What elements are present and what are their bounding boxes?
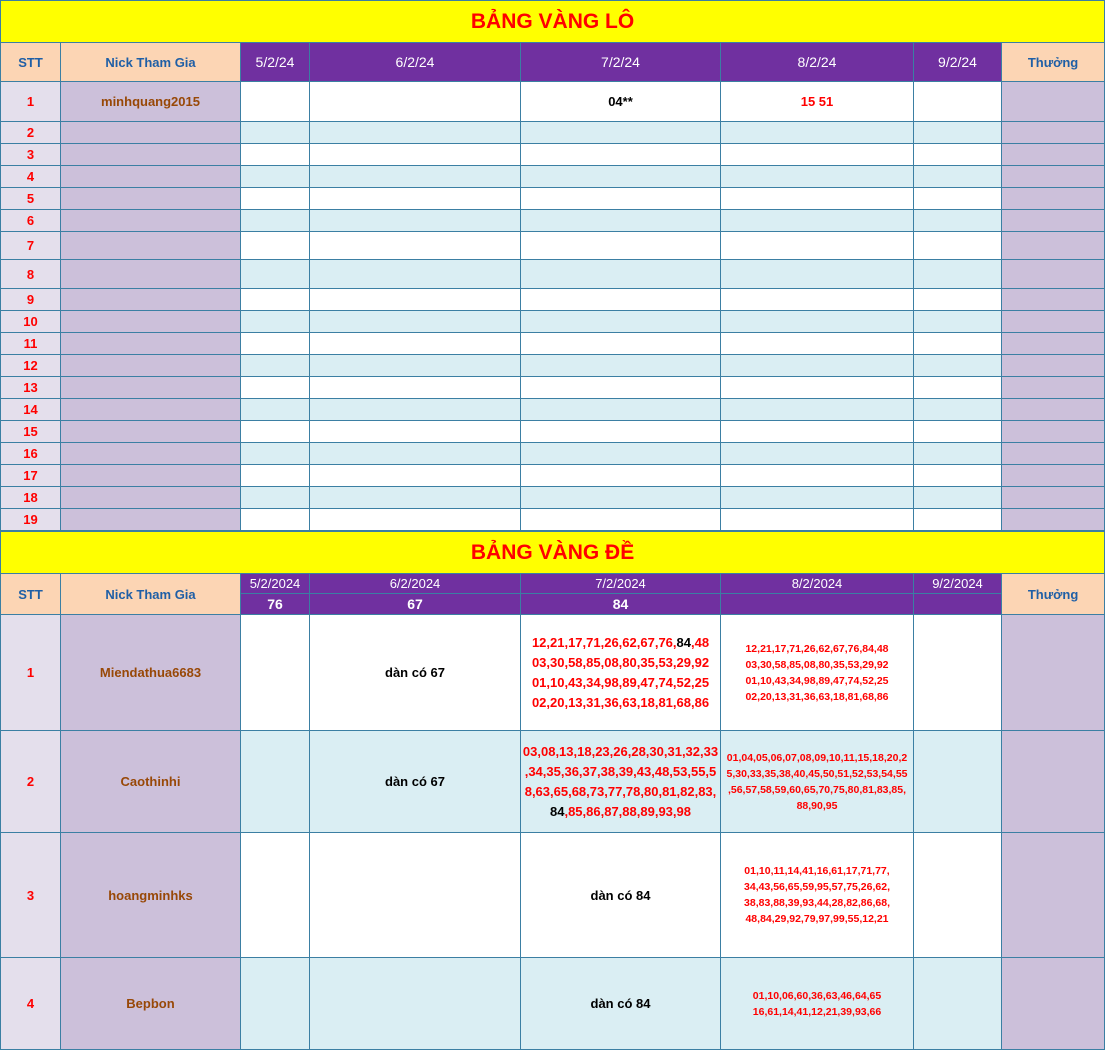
number-line: ,34,35,36,37,38,39,43,48,53,55,5 [524, 763, 717, 779]
pick-cell[interactable] [914, 487, 1002, 509]
pick-cell[interactable] [721, 144, 914, 166]
nick-cell[interactable] [61, 399, 241, 421]
number-line: 02,20,13,31,36,63,18,81,68,86 [531, 694, 710, 710]
prize-cell[interactable] [1002, 615, 1105, 731]
pick-cell[interactable] [914, 188, 1002, 210]
lo-header-date: 9/2/24 [914, 43, 1002, 82]
pick-cell[interactable] [241, 333, 310, 355]
row-number: 2 [1, 731, 61, 833]
prize-cell[interactable] [1002, 144, 1105, 166]
pick-cell[interactable] [521, 443, 721, 465]
nick-cell[interactable] [61, 232, 241, 260]
pick-cell[interactable] [914, 421, 1002, 443]
pick-cell[interactable] [721, 333, 914, 355]
nick-cell[interactable] [61, 487, 241, 509]
pick-cell[interactable] [310, 443, 521, 465]
table-row [1, 232, 1105, 260]
de-table [0, 531, 1105, 1050]
number-line: 16,61,14,41,12,21,39,93,66 [752, 1005, 882, 1018]
pick-cell[interactable] [521, 509, 721, 531]
pick-cell[interactable]: dàn có 67 [310, 615, 521, 731]
pick-cell[interactable] [241, 289, 310, 311]
pick-cell[interactable] [914, 289, 1002, 311]
table-row [1, 509, 1105, 531]
pick-cell[interactable] [521, 399, 721, 421]
pick-cell[interactable] [310, 188, 521, 210]
number-line: 48,84,29,92,79,97,99,55,12,21 [745, 913, 889, 925]
pick-cell[interactable] [310, 465, 521, 487]
prize-cell[interactable] [1002, 731, 1105, 833]
table-row [1, 188, 1105, 210]
pick-cell[interactable] [521, 355, 721, 377]
lo-header-nick: Nick Tham Gia [61, 43, 241, 82]
pick-cell[interactable] [310, 289, 521, 311]
pick-cell[interactable] [310, 232, 521, 260]
pick-cell[interactable] [310, 166, 521, 188]
lo-header-stt: STT [1, 43, 61, 82]
table-row [1, 82, 1105, 122]
number-line: 01,10,43,34,98,89,47,74,52,25 [531, 674, 710, 690]
nick-cell[interactable] [61, 210, 241, 232]
pick-cell[interactable] [914, 355, 1002, 377]
de-header-date: 6/2/2024 [310, 574, 521, 594]
table-row [1, 465, 1105, 487]
number-list-cell[interactable] [721, 833, 914, 958]
pick-cell[interactable] [310, 82, 521, 122]
table-row [1, 377, 1105, 399]
pick-cell[interactable] [310, 377, 521, 399]
nick-cell[interactable] [61, 421, 241, 443]
pick-cell[interactable] [914, 232, 1002, 260]
pick-cell[interactable] [310, 958, 521, 1050]
pick-cell[interactable] [241, 355, 310, 377]
pick-cell[interactable] [241, 833, 310, 958]
pick-cell[interactable] [914, 509, 1002, 531]
pick-cell[interactable] [721, 443, 914, 465]
pick-cell[interactable] [241, 232, 310, 260]
prize-cell[interactable] [1002, 311, 1105, 333]
number-line: 12,21,17,71,26,62,67,76,84,48 [531, 634, 710, 650]
pick-cell[interactable] [241, 958, 310, 1050]
table-row [1, 443, 1105, 465]
pick-cell[interactable] [241, 260, 310, 289]
pick-cell[interactable] [721, 210, 914, 232]
lo-header-prize: Thưởng [1002, 43, 1105, 82]
pick-cell[interactable] [914, 615, 1002, 731]
pick-cell[interactable]: dàn có 84 [521, 958, 721, 1050]
nick-cell[interactable] [61, 443, 241, 465]
row-number: 6 [1, 210, 61, 232]
prize-cell[interactable] [1002, 82, 1105, 122]
prize-cell[interactable] [1002, 355, 1105, 377]
pick-cell[interactable] [721, 260, 914, 289]
pick-cell[interactable] [914, 465, 1002, 487]
row-number: 2 [1, 122, 61, 144]
pick-cell[interactable] [914, 311, 1002, 333]
table-row [1, 731, 1105, 833]
pick-cell[interactable] [914, 166, 1002, 188]
table-row [1, 487, 1105, 509]
pick-cell[interactable] [241, 188, 310, 210]
row-number: 3 [1, 833, 61, 958]
lo-header-date: 7/2/24 [521, 43, 721, 82]
table-row [1, 958, 1105, 1050]
number-line: 01,04,05,06,07,08,09,10,11,15,18,20,2 [726, 751, 908, 764]
result-cell: 67 [310, 594, 521, 615]
row-number: 16 [1, 443, 61, 465]
prize-cell[interactable] [1002, 122, 1105, 144]
number-line: ,56,57,58,59,60,65,70,75,80,81,83,85, [727, 783, 907, 796]
table-row [1, 289, 1105, 311]
pick-cell[interactable] [721, 166, 914, 188]
nick-cell[interactable] [61, 289, 241, 311]
prize-cell[interactable] [1002, 833, 1105, 958]
pick-cell[interactable] [721, 122, 914, 144]
pick-cell[interactable] [241, 311, 310, 333]
lo-header-date: 5/2/24 [241, 43, 310, 82]
pick-cell[interactable] [241, 509, 310, 531]
pick-cell[interactable] [521, 465, 721, 487]
pick-cell[interactable] [914, 399, 1002, 421]
number-list-cell[interactable] [521, 731, 721, 833]
result-cell: 76 [241, 594, 310, 615]
pick-cell[interactable]: dàn có 67 [310, 731, 521, 833]
pick-cell[interactable]: 04** [521, 82, 721, 122]
pick-cell[interactable] [914, 144, 1002, 166]
pick-cell[interactable] [241, 443, 310, 465]
nick-cell[interactable] [61, 311, 241, 333]
number-line: 84,85,86,87,88,89,93,98 [550, 803, 691, 819]
pick-cell[interactable] [721, 289, 914, 311]
pick-cell[interactable] [914, 958, 1002, 1050]
number-line: 03,08,13,18,23,26,28,30,31,32,33 [522, 743, 719, 759]
row-number: 13 [1, 377, 61, 399]
table-row [1, 355, 1105, 377]
nick-cell[interactable]: Caothinhi [61, 731, 241, 833]
number-list-cell[interactable] [721, 731, 914, 833]
table-row [1, 122, 1105, 144]
lo-title: BẢNG VÀNG LÔ [1, 1, 1105, 43]
prize-cell[interactable] [1002, 443, 1105, 465]
row-number: 5 [1, 188, 61, 210]
nick-cell[interactable]: minhquang2015 [61, 82, 241, 122]
number-line: 01,10,11,14,41,16,61,17,71,77, [744, 865, 890, 877]
prize-cell[interactable] [1002, 289, 1105, 311]
lo-header-date: 6/2/24 [310, 43, 521, 82]
pick-cell[interactable] [310, 509, 521, 531]
pick-cell[interactable] [721, 465, 914, 487]
table-row [1, 399, 1105, 421]
pick-cell[interactable] [241, 122, 310, 144]
pick-cell[interactable] [521, 166, 721, 188]
lo-header-date: 8/2/24 [721, 43, 914, 82]
row-number: 4 [1, 958, 61, 1050]
pick-cell[interactable] [241, 166, 310, 188]
pick-cell[interactable] [310, 355, 521, 377]
prize-cell[interactable] [1002, 421, 1105, 443]
pick-cell[interactable] [721, 355, 914, 377]
de-header-prize: Thưởng [1002, 574, 1105, 615]
pick-cell[interactable] [310, 122, 521, 144]
pick-cell[interactable] [310, 833, 521, 958]
pick-cell[interactable]: dàn có 84 [521, 833, 721, 958]
pick-cell[interactable] [721, 509, 914, 531]
prize-cell[interactable] [1002, 210, 1105, 232]
nick-cell[interactable]: Bepbon [61, 958, 241, 1050]
pick-cell[interactable] [521, 377, 721, 399]
prize-cell[interactable] [1002, 509, 1105, 531]
number-line: 03,30,58,85,08,80,35,53,29,92 [531, 654, 710, 670]
de-header-date: 9/2/2024 [914, 574, 1002, 594]
pick-cell[interactable] [310, 333, 521, 355]
table-row [1, 615, 1105, 731]
row-number: 1 [1, 82, 61, 122]
de-header-date: 7/2/2024 [521, 574, 721, 594]
pick-cell[interactable] [241, 615, 310, 731]
nick-cell[interactable] [61, 188, 241, 210]
pick-cell[interactable] [241, 144, 310, 166]
pick-cell[interactable] [521, 188, 721, 210]
pick-cell[interactable] [310, 260, 521, 289]
row-number: 15 [1, 421, 61, 443]
de-header-date: 5/2/2024 [241, 574, 310, 594]
table-row [1, 333, 1105, 355]
pick-cell[interactable] [241, 82, 310, 122]
pick-cell[interactable] [721, 188, 914, 210]
number-list-cell[interactable] [521, 615, 721, 731]
number-line: 88,90,95 [796, 799, 838, 812]
pick-cell[interactable] [914, 210, 1002, 232]
pick-cell[interactable] [914, 122, 1002, 144]
prize-cell[interactable] [1002, 260, 1105, 289]
row-number: 14 [1, 399, 61, 421]
nick-cell[interactable] [61, 355, 241, 377]
pick-cell[interactable] [310, 487, 521, 509]
pick-cell[interactable] [721, 377, 914, 399]
nick-cell[interactable] [61, 333, 241, 355]
pick-cell[interactable] [521, 487, 721, 509]
pick-cell[interactable] [241, 487, 310, 509]
nick-cell[interactable] [61, 377, 241, 399]
row-number: 9 [1, 289, 61, 311]
pick-cell[interactable] [521, 210, 721, 232]
pick-cell[interactable] [521, 232, 721, 260]
pick-cell[interactable] [521, 311, 721, 333]
pick-cell[interactable] [310, 399, 521, 421]
pick-cell[interactable] [521, 144, 721, 166]
number-line: 34,43,56,65,59,95,57,75,26,62, [744, 881, 890, 893]
number-line: 8,63,65,68,73,77,78,80,81,82,83, [524, 783, 717, 799]
prize-cell[interactable] [1002, 377, 1105, 399]
number-line: 02,20,13,31,36,63,18,81,68,86 [745, 690, 889, 703]
row-number: 12 [1, 355, 61, 377]
prize-cell[interactable] [1002, 399, 1105, 421]
pick-cell[interactable] [241, 377, 310, 399]
pick-cell[interactable] [241, 465, 310, 487]
row-number: 1 [1, 615, 61, 731]
number-list-cell[interactable] [721, 958, 914, 1050]
pick-cell[interactable] [310, 421, 521, 443]
row-number: 8 [1, 260, 61, 289]
pick-cell[interactable] [310, 144, 521, 166]
table-row [1, 260, 1105, 289]
nick-cell[interactable] [61, 144, 241, 166]
table-row [1, 311, 1105, 333]
pick-cell[interactable] [521, 260, 721, 289]
prize-cell[interactable] [1002, 188, 1105, 210]
pick-cell[interactable] [521, 333, 721, 355]
row-number: 4 [1, 166, 61, 188]
table-row [1, 421, 1105, 443]
pick-cell[interactable] [721, 399, 914, 421]
pick-cell[interactable]: 15 51 [721, 82, 914, 122]
nick-cell[interactable] [61, 166, 241, 188]
nick-cell[interactable] [61, 122, 241, 144]
result-cell [721, 594, 914, 615]
prize-cell[interactable] [1002, 333, 1105, 355]
nick-cell[interactable] [61, 465, 241, 487]
pick-cell[interactable] [914, 833, 1002, 958]
prize-cell[interactable] [1002, 232, 1105, 260]
pick-cell[interactable] [521, 289, 721, 311]
pick-cell[interactable] [521, 122, 721, 144]
pick-cell[interactable] [914, 333, 1002, 355]
number-list-cell[interactable] [721, 615, 914, 731]
pick-cell[interactable] [914, 731, 1002, 833]
pick-cell[interactable] [241, 731, 310, 833]
row-number: 11 [1, 333, 61, 355]
row-number: 19 [1, 509, 61, 531]
de-header-date: 8/2/2024 [721, 574, 914, 594]
row-number: 3 [1, 144, 61, 166]
pick-cell[interactable] [721, 232, 914, 260]
number-line: 01,10,06,60,36,63,46,64,65 [752, 989, 882, 1002]
pick-cell[interactable] [241, 421, 310, 443]
pick-cell[interactable] [310, 311, 521, 333]
table-row [1, 210, 1105, 232]
pick-cell[interactable] [521, 421, 721, 443]
number-line: 5,30,33,35,38,40,45,50,51,52,53,54,55 [726, 767, 908, 780]
result-cell [914, 594, 1002, 615]
number-line: 01,10,43,34,98,89,47,74,52,25 [745, 674, 889, 687]
table-row [1, 833, 1105, 958]
pick-cell[interactable] [721, 421, 914, 443]
result-cell: 84 [521, 594, 721, 615]
table-row [1, 144, 1105, 166]
pick-cell[interactable] [241, 210, 310, 232]
prize-cell[interactable] [1002, 958, 1105, 1050]
table-row [1, 166, 1105, 188]
pick-cell[interactable] [914, 377, 1002, 399]
pick-cell[interactable] [310, 210, 521, 232]
pick-cell[interactable] [914, 82, 1002, 122]
row-number: 7 [1, 232, 61, 260]
number-line: 38,83,88,39,93,44,28,82,86,68, [744, 897, 890, 909]
row-number: 18 [1, 487, 61, 509]
number-line: 03,30,58,85,08,80,35,53,29,92 [745, 658, 889, 671]
prize-cell[interactable] [1002, 465, 1105, 487]
prize-cell[interactable] [1002, 166, 1105, 188]
row-number: 17 [1, 465, 61, 487]
pick-cell[interactable] [914, 260, 1002, 289]
de-header-nick: Nick Tham Gia [61, 574, 241, 615]
nick-cell[interactable] [61, 509, 241, 531]
row-number: 10 [1, 311, 61, 333]
number-line: 12,21,17,71,26,62,67,76,84,48 [745, 642, 889, 655]
nick-cell[interactable]: Miendathua6683 [61, 615, 241, 731]
prize-cell[interactable] [1002, 487, 1105, 509]
de-title: BẢNG VÀNG ĐỀ [1, 532, 1105, 574]
pick-cell[interactable] [914, 443, 1002, 465]
pick-cell[interactable] [241, 399, 310, 421]
de-header-stt: STT [1, 574, 61, 615]
pick-cell[interactable] [721, 487, 914, 509]
nick-cell[interactable]: hoangminhks [61, 833, 241, 958]
pick-cell[interactable] [721, 311, 914, 333]
nick-cell[interactable] [61, 260, 241, 289]
